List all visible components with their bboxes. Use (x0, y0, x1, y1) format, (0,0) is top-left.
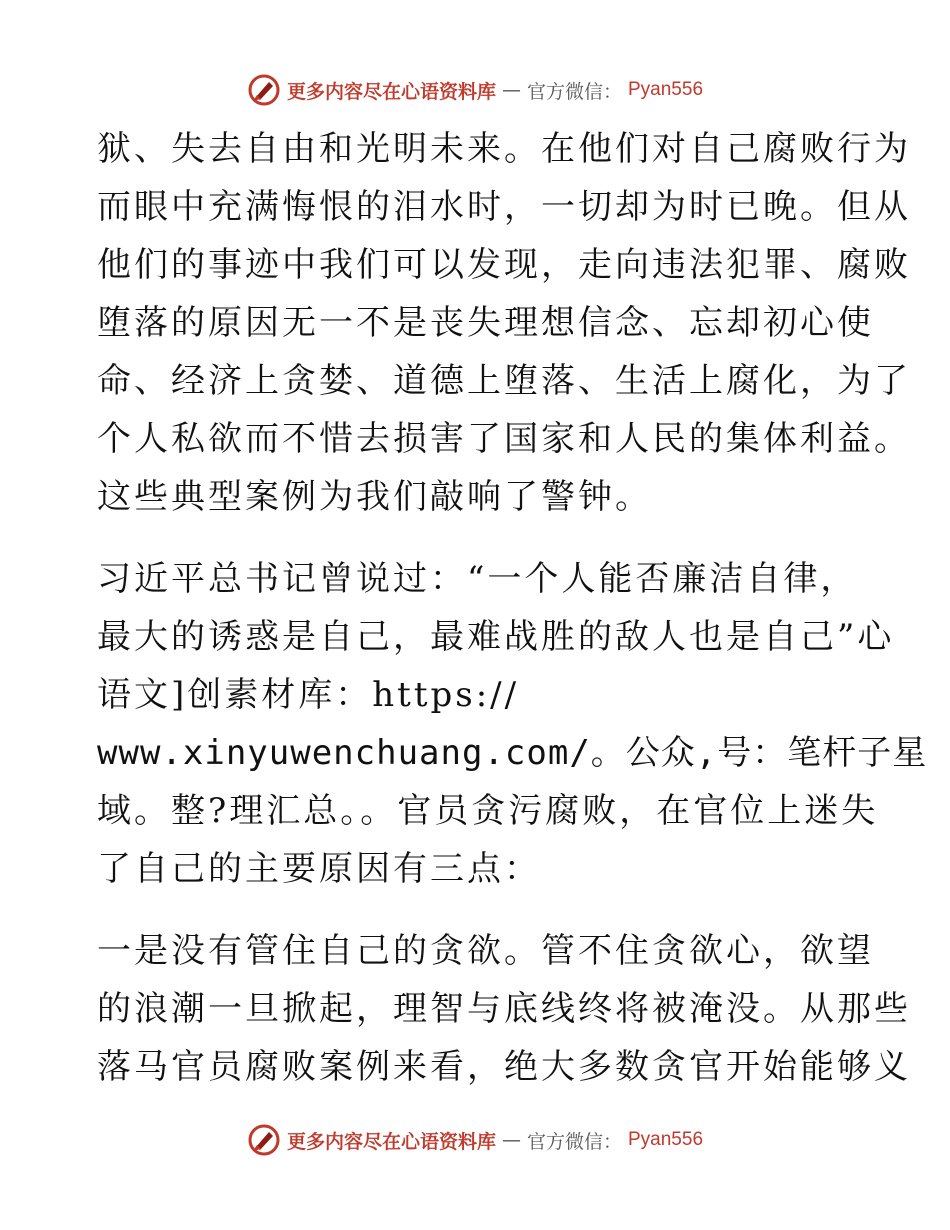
brand-logo-icon (247, 73, 281, 107)
banner-text: 更多内容尽在心语资料库 (286, 80, 496, 103)
text-line: 的浪潮一旦掀起，理智与底线终将被淹没。从那些 (97, 989, 911, 1029)
banner-wechat-label: 官方微信： (526, 80, 622, 103)
paragraph-2 (97, 550, 928, 898)
text-line: 语文]创素材库：https:// (97, 675, 520, 715)
text-line: 这些典型案例为我们敲响了警钟。 (97, 477, 652, 517)
banner-separator: — (501, 1129, 521, 1151)
text-line: 习近平总书记曾说过：“一个人能否廉洁自律， (97, 559, 858, 599)
banner-wechat-label: 官方微信： (526, 1130, 622, 1153)
paragraph-1 (97, 120, 911, 526)
brand-logo-icon (247, 1123, 281, 1157)
text-line: 狱、失去自由和光明未来。在他们对自己腐败行为 (97, 129, 911, 169)
text-line: 一是没有管住自己的贪欲。管不住贪欲心，欲望 (97, 931, 874, 971)
banner-wechat-id: Pyan556 (628, 1129, 704, 1150)
banner-separator: — (501, 79, 521, 101)
text-line: 命、经济上贪婪、道德上堕落、生活上腐化，为了 (97, 361, 911, 401)
text-line: 个人私欲而不惜去损害了国家和人民的集体利益。 (97, 419, 911, 459)
text-line: 而眼中充满悔恨的泪水时，一切却为时已晚。但从 (97, 187, 911, 227)
paragraph-3 (97, 922, 911, 1096)
banner-text: 更多内容尽在心语资料库 (286, 1130, 496, 1153)
footer-banner (0, 1120, 950, 1160)
text-line: 他们的事迹中我们可以发现，走向违法犯罪、腐败 (97, 245, 911, 285)
text-line: 落马官员腐败案例来看，绝大多数贪官开始能够义 (97, 1047, 911, 1087)
text-line: 最大的诱惑是自己，最难战胜的敌人也是自己”心 (97, 617, 895, 657)
text-line: 域。整?理汇总。。官员贪污腐败，在官位上迷失 (97, 791, 879, 831)
text-line: 了自己的主要原因有三点： (97, 849, 541, 889)
header-banner (0, 70, 950, 110)
text-line: 堕落的原因无一不是丧失理想信念、忘却初心使 (97, 303, 874, 343)
text-line-url: www.xinyuwenchuang.com/。公众,号：笔杆子星 (97, 733, 928, 773)
document-body (97, 120, 928, 1096)
banner-wechat-id: Pyan556 (628, 79, 704, 100)
